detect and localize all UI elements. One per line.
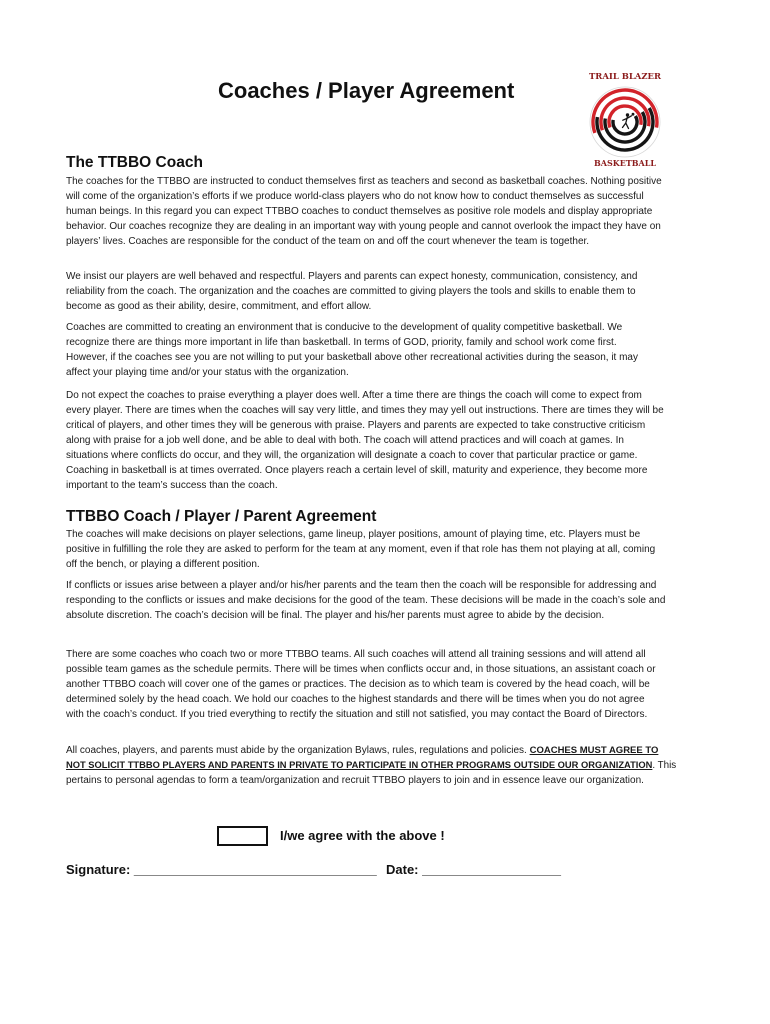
text-line: There are some coaches who coach two or more TTBBO teams. All such coaches will attend all training sessions and will attend all [66,649,646,660]
text-line: critical of players, and other times they will be generous with praise. Players and parents are expected to take constructive criticism [66,420,646,431]
text-line: If conflicts or issues arise between a player and/or his/her parents and the team then the coach will be responsible for addressing and [66,580,657,591]
bylaws-text: All coaches, players, and parents must abide by the organization Bylaws, rules, regulations and policies. [66,745,527,756]
text-line: off the bench, or playing a different position. [66,559,260,570]
text-line: The coaches for the TTBBO are instructed to conduct themselves first as teachers and second as basketball coaches. Nothing positive [66,176,662,187]
text-line: possible team games as the schedule permits. There will be times when conflicts occur and, in those situations, an assistant coach or [66,664,656,675]
text-line: another TTBBO coach will cover one of the games or practices. The decision as to which team is covered by the head coach, will be [66,679,650,690]
text-line: We insist our players are well behaved and respectful. Players and parents can expect honesty, communication, consistency, and [66,271,638,282]
text-line: Coaches are committed to creating an environment that is conducive to the development of quality competitive basketball. We [66,322,623,333]
respect-paragraph [66,269,676,314]
date-label: Date: [386,862,419,877]
text-line: determined solely by the head coach. We hold our coaches to the highest standards and there will be times when you do not agree [66,694,645,705]
signature-label: Signature: [66,862,131,877]
section-heading-ttbbo-coach: The TTBBO Coach [66,154,203,171]
text-line: will come of the organization’s efforts if we produce world-class players who do not know how to conduct themselves as successful [66,191,644,202]
text-line: every player. There are times when the coaches will say very little, and times they may yell out instructions. There are times they will be [66,405,664,416]
coach-conduct-paragraph [66,174,676,249]
agree-checkbox-label: I/we agree with the above ! [280,828,445,843]
signature-field[interactable] [66,862,376,878]
text-line: with the coach’s conduct. If you tried everything to rectify the situation and still not satisfied, you may contact the Board of Directors. [66,709,648,720]
praise-criticism-paragraph [66,388,676,493]
text-line: pertains to personal agendas to form a team/organization and recruit TTBBO players to join and in essence leave our organization. [66,775,644,786]
text-line: responding to the conflicts or issues and make decisions for the good of the team. These decisions will be made in the coach’s sole and [66,595,666,606]
no-solicit-clause: NOT SOLICIT TTBBO PLAYERS AND PARENTS IN PRIVATE TO PARTICIPATE IN OTHER PROGRAMS OUTSIDE OUR ORGANIZATION [66,760,653,771]
logo-bottom-text: BASKETBALL [594,158,657,168]
basketball-icon [632,113,635,116]
section-heading-agreement: TTBBO Coach / Player / Parent Agreement [66,508,377,525]
date-blank-line[interactable]: ____________________ [422,862,561,877]
text-line: absolute discretion. The coach’s decision will be final. The player and his/her parents must agree to abide by the decision. [66,610,605,621]
text-line: important to the team’s success than the coach. [66,480,278,491]
pinwheel-icon [590,87,660,157]
text-line: affect your playing time and/or your status with the organization. [66,367,349,378]
text-line: However, if the coaches see you are not willing to put your basketball above other recreational activities during the season, it may [66,352,638,363]
page-title: Coaches / Player Agreement [218,78,515,103]
bylaws-text: . This [652,760,677,771]
text-line: situations where conflicts do occur, and they will, the organization will designate a coach to cover that particular practice or game. [66,450,638,461]
text-line: along with praise for a job well done, and be able to deal with both. The coach will attend practices and will coach at games. In [66,435,624,446]
multiple-teams-paragraph [66,647,676,722]
text-line: players’ lives. Coaches are responsible for the conduct of the team on and off the court whenever the team is together. [66,236,590,247]
text-line: reliability from the coach. The organization and the coaches are committed to giving players the tools and skills to enable them to [66,286,636,297]
coach-decisions-paragraph [66,527,676,572]
priorities-paragraph [66,320,676,380]
text-line: The coaches will make decisions on player selections, game lineup, player positions, amount of playing time, etc. Players must be [66,529,641,540]
logo-top-text: TRAIL BLAZER [589,72,662,82]
text-line: behavior. Our coaches recognize they are dealing in an important way with young people and cannot overlook the impact they have on [66,221,661,232]
signature-blank-line[interactable]: ___________________________________ [133,862,377,877]
text-line [66,758,676,773]
text-line: human beings. In this regard you can expect TTBBO coaches to conduct themselves as positive role models and display appropriate [66,206,653,217]
date-field[interactable] [386,862,561,878]
text-line: Coaching in basketball is at times overrated. Once players reach a certain level of skill, maturity and experience, they become more [66,465,648,476]
trail-blazer-logo [585,70,665,170]
text-line: Do not expect the coaches to praise everything a player does well. After a time there are things the coach will come to expect from [66,390,642,401]
no-solicit-clause: COACHES MUST AGREE TO [529,745,659,756]
text-line: recognize there are things more important in life than basketball. In terms of GOD, priority, family and school work come first. [66,337,617,348]
bylaws-paragraph [66,743,676,788]
text-line: become as good as their ability, desire, commitment, and effort allow. [66,301,372,312]
text-line [66,743,658,758]
player-head [626,113,629,116]
conflict-resolution-paragraph [66,578,676,623]
agree-checkbox[interactable] [217,826,268,846]
text-line: positive in fulfilling the role they are asked to perform for the team at any moment, even if that role has them not playing at all, coming [66,544,656,555]
